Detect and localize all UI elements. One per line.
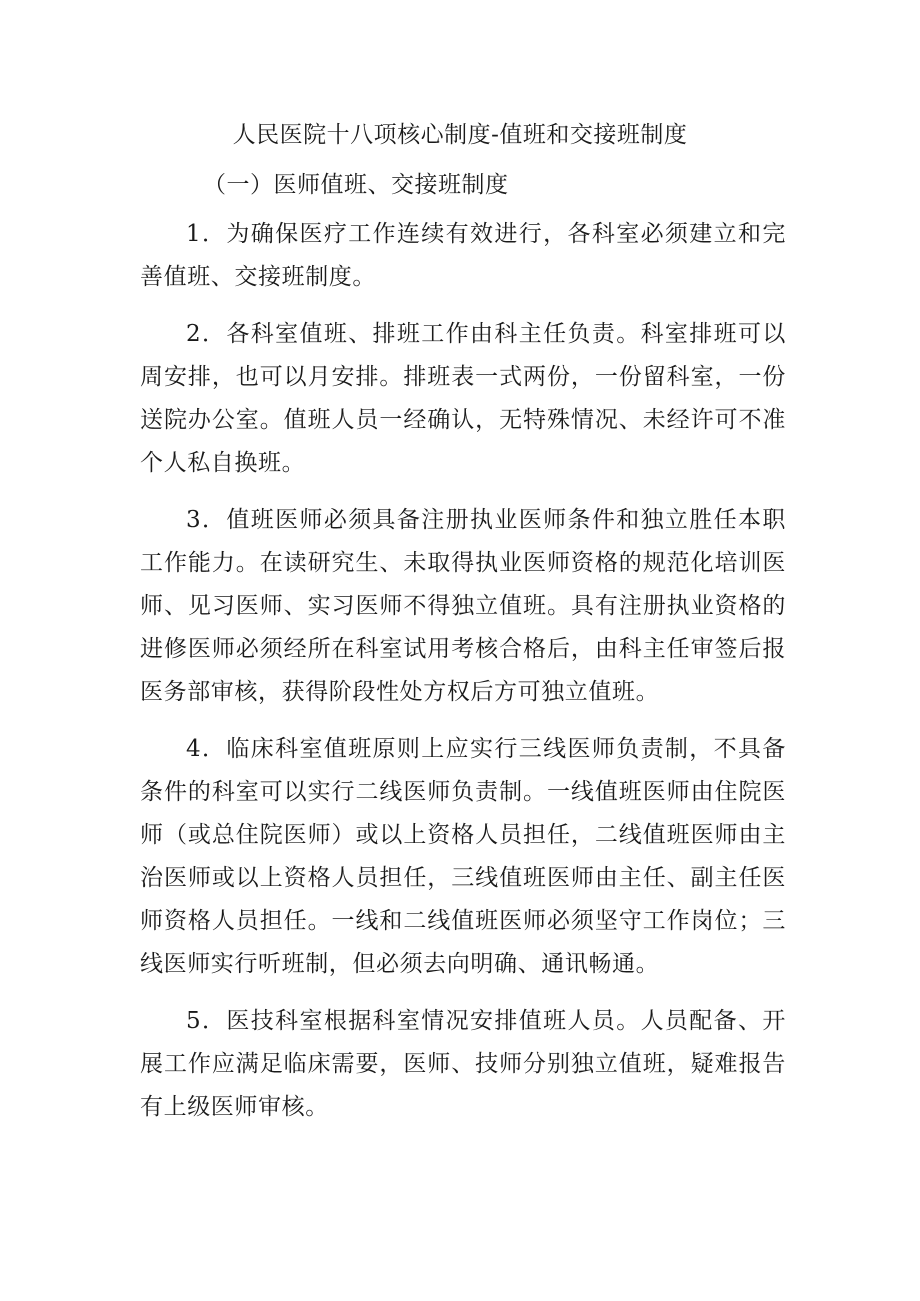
paragraph-3: 3．值班医师必须具备注册执业医师条件和独立胜任本职工作能力。在读研究生、未取得执业医师资格的规范化培训医师、见习医师、实习医师不得独立值班。具有注册执业资格的进修医师必须经所在科室试用考核合格后，由科主任审签后报医务部审核，获得阶段性处方权后方可独立值班。 [140, 507, 786, 705]
paragraph-1: 1．为确保医疗工作连续有效进行，各科室必须建立和完善值班、交接班制度。 [140, 221, 786, 290]
paragraph-5: 5．医技科室根据科室情况安排值班人员。人员配备、开展工作应满足临床需要，医师、技师分别独立值班，疑难报告有上级医师审核。 [140, 1008, 786, 1120]
document-title: 人民医院十八项核心制度-值班和交接班制度 [232, 122, 688, 148]
section-heading: （一）医师值班、交接班制度 [203, 172, 509, 198]
paragraph-4: 4．临床科室值班原则上应实行三线医师负责制，不具备条件的科室可以实行二线医师负责制。一线值班医师由住院医师（或总住院医师）或以上资格人员担任，二线值班医师由主治医师或以上资格人员担任，三线值班医师由主任、副主任医师资格人员担任。一线和二线值班医师必须坚守工作岗位；三线医师实行听班制，但必须去向明确、通讯畅通。 [140, 736, 786, 977]
document-body [140, 213, 786, 1143]
paragraph-2: 2．各科室值班、排班工作由科主任负责。科室排班可以周安排，也可以月安排。排班表一式两份，一份留科室，一份送院办公室。值班人员一经确认，无特殊情况、未经许可不准个人私自换班。 [140, 321, 786, 476]
